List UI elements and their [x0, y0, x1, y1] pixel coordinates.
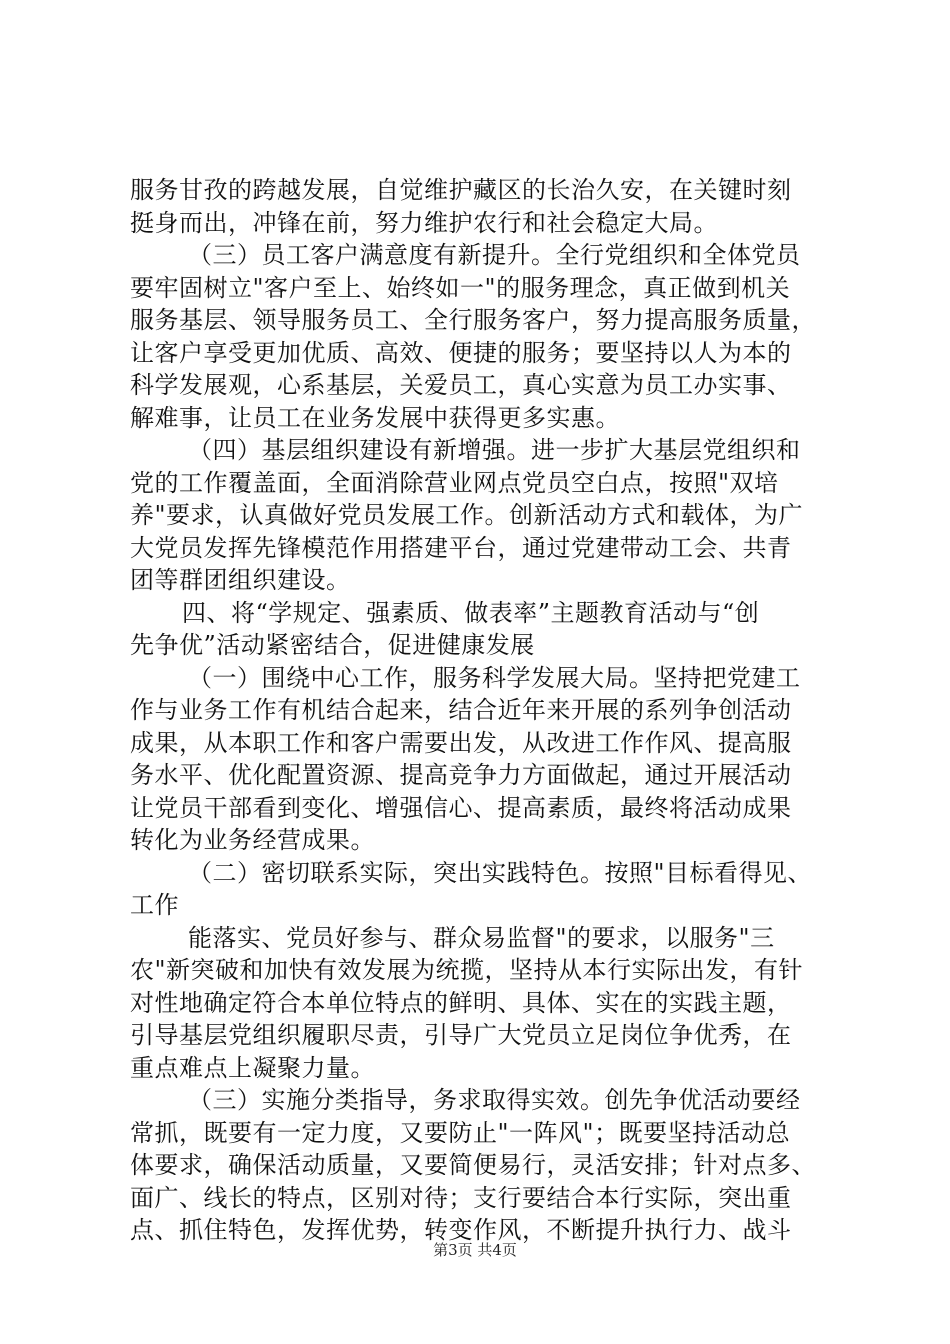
text-line: 农"新突破和加快有效发展为统揽，坚持从本行实际出发，有针: [130, 956, 804, 984]
text-line: 大党员发挥先锋模范作用搭建平台，通过党建带动工会、共青: [130, 533, 792, 562]
text-line: 让党员干部看到变化、增强信心、提高素质，最终将活动成果: [130, 793, 792, 822]
text-line: 服务甘孜的跨越发展，自觉维护藏区的长治久安，在关键时刻: [130, 176, 792, 204]
text-line: （三）实施分类指导，务求取得实效。创先争优活动要经: [188, 1086, 801, 1114]
text-line: 工作: [130, 891, 179, 919]
text-line: （一）围绕中心工作，服务科学发展大局。坚持把党建工: [188, 663, 801, 692]
text-line: 务水平、优化配置资源、提高竞争力方面做起，通过开展活动: [130, 761, 792, 789]
text-line: 解难事，让员工在业务发展中获得更多实惠。: [130, 403, 620, 432]
text-line: 作与业务工作有机结合起来，结合近年来开展的系列争创活动: [130, 696, 792, 724]
text-line: 引导基层党组织履职尽责，引导广大党员立足岗位争优秀，在: [130, 1021, 792, 1049]
text-line: （三）员工客户满意度有新提升。全行党组织和全体党员: [188, 241, 801, 269]
text-line: 要牢固树立"客户至上、始终如一"的服务理念，真正做到机关: [130, 273, 791, 302]
section-heading-line: 四、将“学规定、强素质、做表率”主题教育活动与“创: [182, 598, 760, 627]
text-line: 常抓，既要有一定力度，又要防止"一阵风"；既要坚持活动总: [130, 1118, 791, 1147]
text-line: 服务基层、领导服务员工、全行服务客户，努力提高服务质量，: [130, 306, 816, 334]
text-line: 体要求，确保活动质量，又要简便易行，灵活安排；针对点多、: [130, 1151, 816, 1179]
text-line: 党的工作覆盖面，全面消除营业网点党员空白点，按照"双培: [130, 468, 779, 497]
text-line: 面广、线长的特点，区别对待；支行要结合本行实际，突出重: [130, 1183, 792, 1212]
text-line: 能落实、党员好参与、群众易监督"的要求，以服务"三: [188, 923, 775, 952]
text-line: 让客户享受更加优质、高效、便捷的服务；要坚持以人为本的: [130, 338, 792, 367]
text-line: （四）基层组织建设有新增强。进一步扩大基层党组织和: [188, 436, 801, 464]
text-line: 点、抓住特色，发挥优势，转变作风，不断提升执行力、战斗: [130, 1216, 792, 1244]
text-line: 团等群团组织建设。: [130, 566, 351, 594]
text-line: （二）密切联系实际，突出实践特色。按照"目标看得见、: [188, 858, 813, 887]
text-line: 对性地确定符合本单位特点的鲜明、具体、实在的实践主题，: [130, 988, 792, 1017]
text-line: 转化为业务经营成果。: [130, 826, 375, 854]
page-number-footer: 第3页 共4页: [433, 1241, 517, 1259]
text-line: 养"要求，认真做好党员发展工作。创新活动方式和载体，为广: [130, 501, 804, 529]
text-line: 挺身而出，冲锋在前，努力维护农行和社会稳定大局。: [130, 208, 718, 237]
text-line: 成果，从本职工作和客户需要出发，从改进工作作风、提高服: [130, 728, 792, 757]
text-line: 重点难点上凝聚力量。: [130, 1053, 375, 1082]
text-line: 科学发展观，心系基层，关爱员工，真心实意为员工办实事、: [130, 371, 792, 399]
document-body: [130, 174, 830, 1247]
section-heading-line: 先争优”活动紧密结合，促进健康发展: [130, 631, 535, 659]
